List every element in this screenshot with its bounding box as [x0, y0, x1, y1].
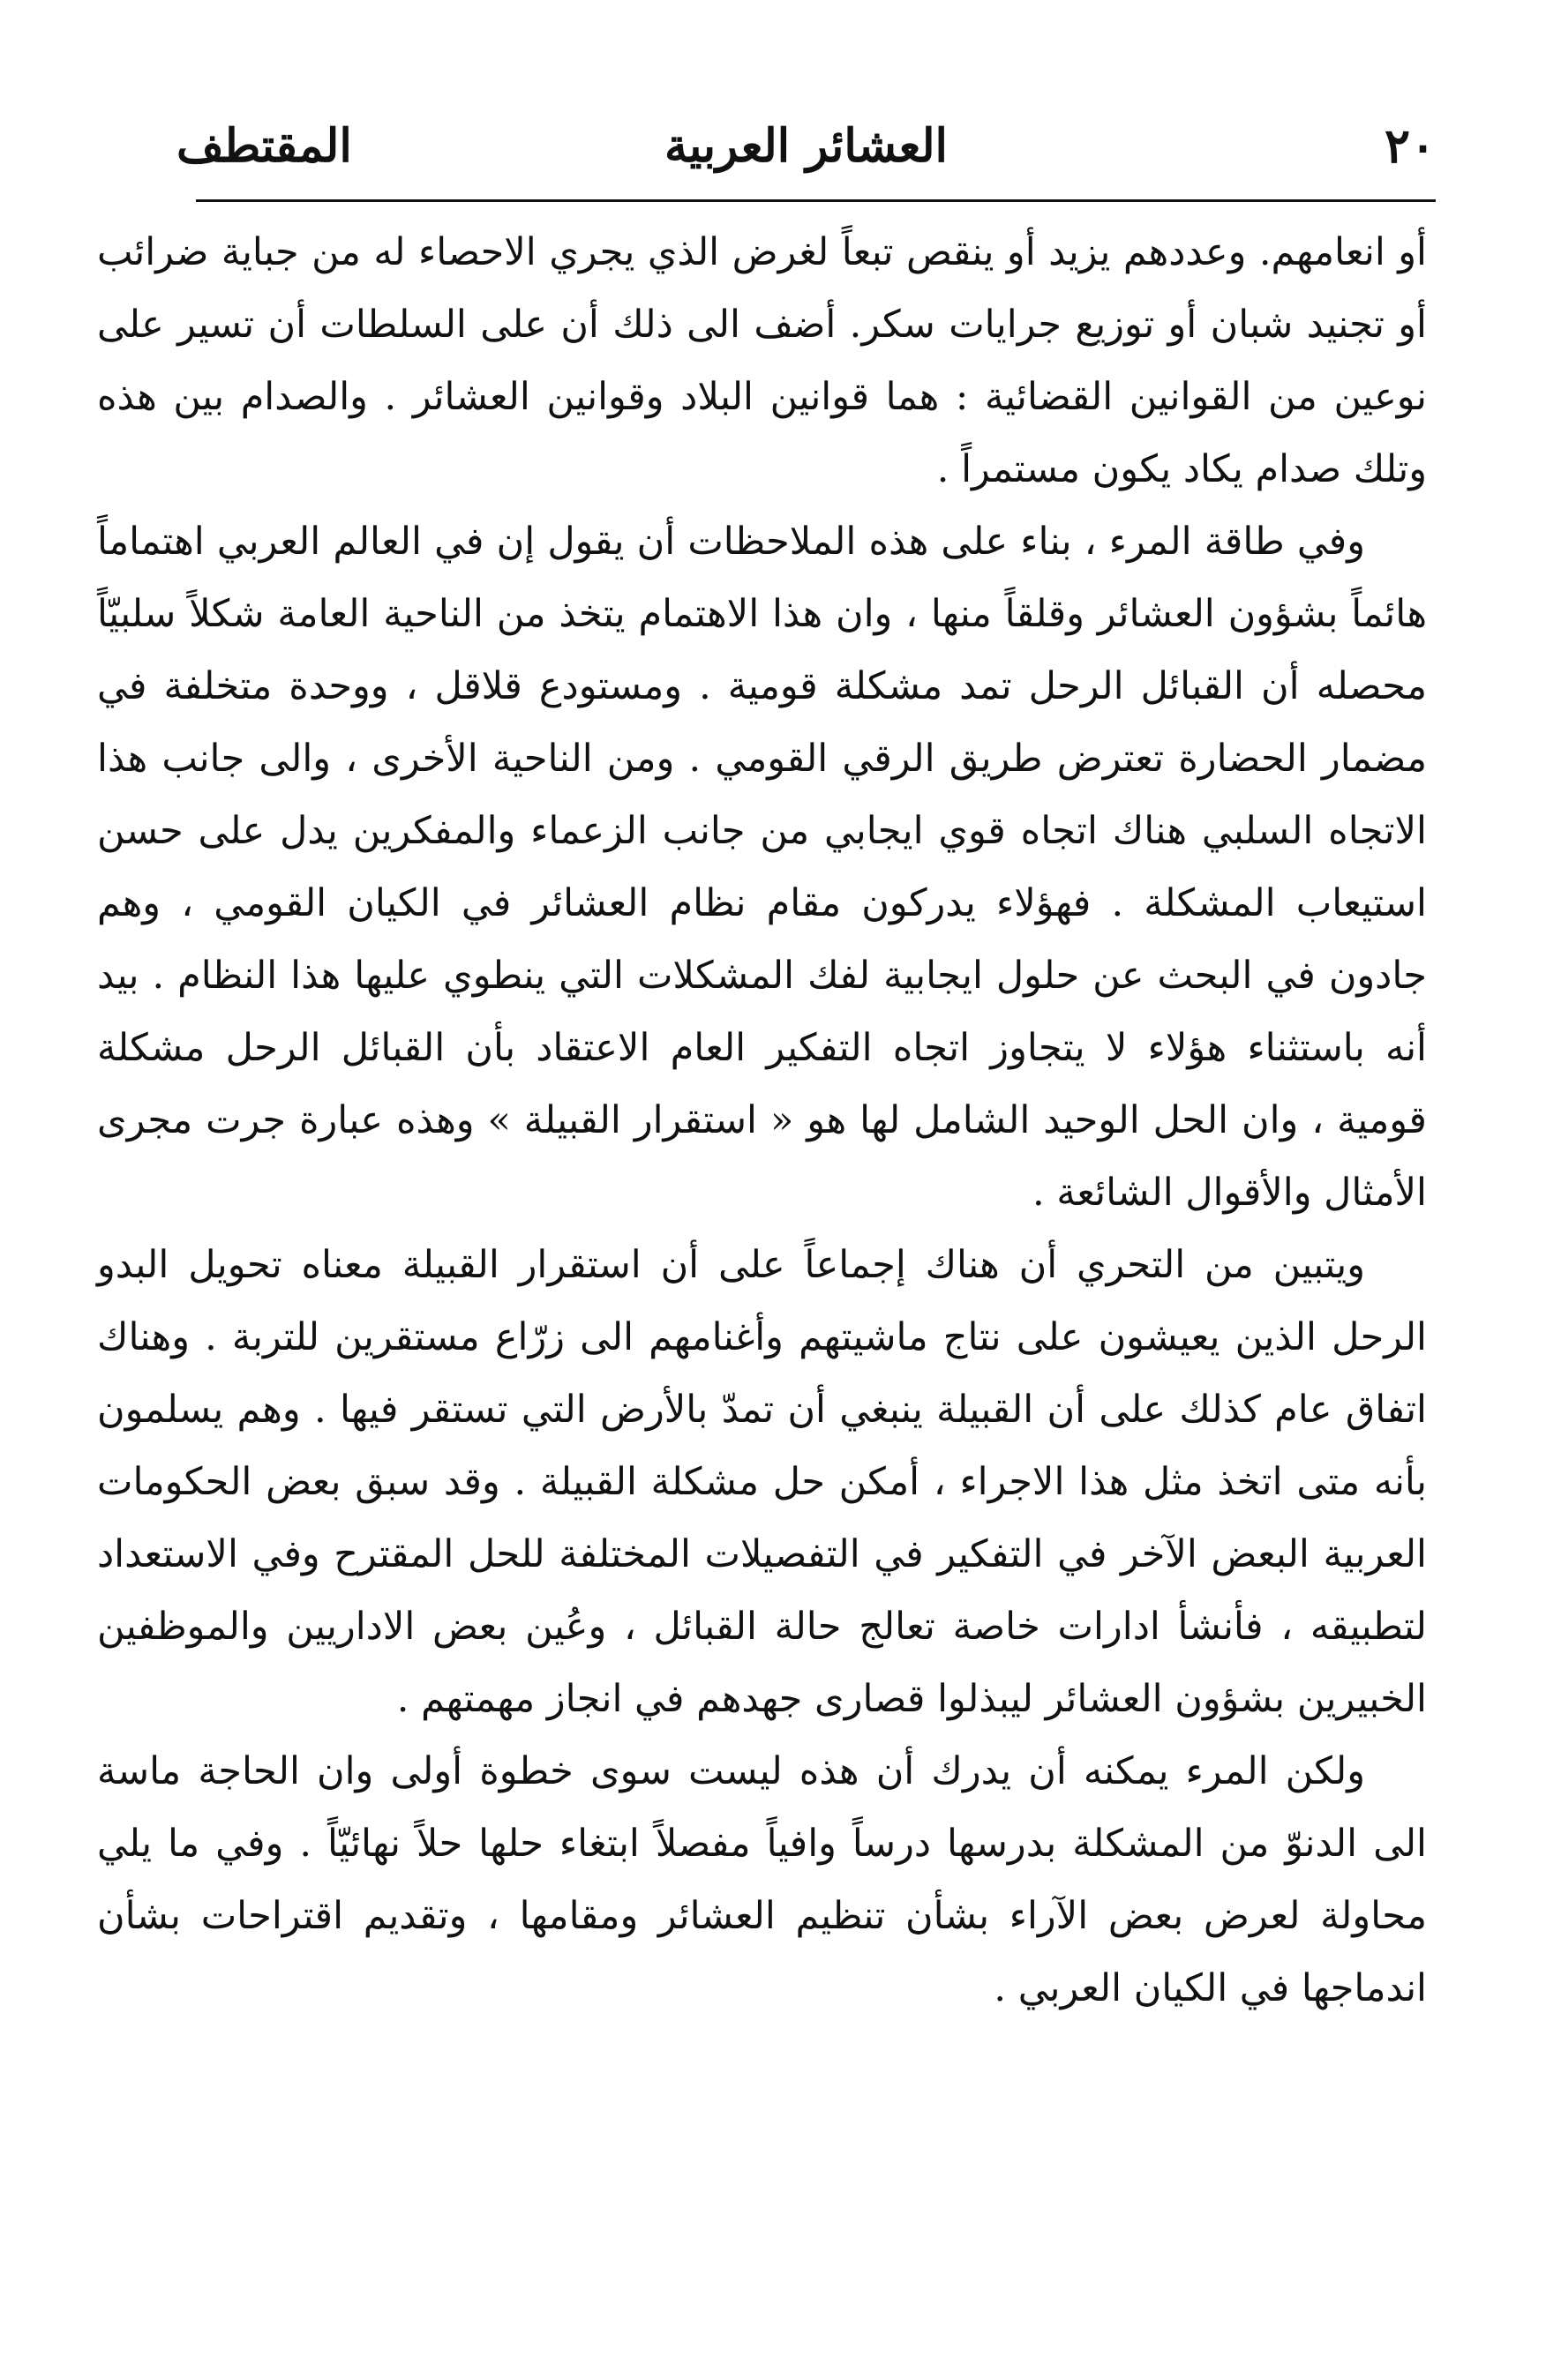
paragraph-1: أو انعامهم. وعددهم يزيد أو ينقص تبعاً لغرض الذي يجري الاحصاء له من جباية ضرائب أو تجنيد شبان أو توزيع جرايات سكر. أضف الى ذلك أن على السلطات أن تسير على نوعين من القوانين القضائية : هما قوانين البلاد وقوانين العشائر . والصدام بين هذه وتلك صدام يكاد يكون مستمراً .: [97, 230, 1427, 491]
header-divider: [196, 199, 1436, 202]
article-body: [97, 216, 1427, 2024]
running-header: [176, 106, 1436, 185]
paragraph-2: وفي طاقة المرء ، بناء على هذه الملاحظات أن يقول إن في العالم العربي اهتماماً هائماً بشؤون العشائر وقلقاً منها ، وان هذا الاهتمام يتخذ من الناحية العامة شكلاً سلبيّاً محصله أن القبائل الرحل تمد مشكلة قومية . ومستودع قلاقل ، ووحدة متخلفة في مضمار الحضارة تعترض طريق الرقي القومي . ومن الناحية الأخرى ، والى جانب هذا الاتجاه السلبي هناك اتجاه قوي ايجابي من جانب الزعماء والمفكرين يدل على حسن استيعاب المشكلة . فهؤلاء يدركون مقام نظام العشائر في الكيان القومي ، وهم جادون في البحث عن حلول ايجابية لفك المشكلات التي ينطوي عليها هذا النظام . بيد أنه باستثناء هؤلاء لا يتجاوز اتجاه التفكير العام الاعتقاد بأن القبائل الرحل مشكلة قومية ، وان الحل الوحيد الشامل لها هو « استقرار القبيلة » وهذه عبارة جرت مجرى الأمثال والأقوال الشائعة .: [97, 520, 1427, 1215]
paragraph-4: ولكن المرء يمكنه أن يدرك أن هذه ليست سوى خطوة أولى وان الحاجة ماسة الى الدنوّ من المشكلة بدرسها درساً وافياً مفصلاً ابتغاء حلها حلاً نهائيّاً . وفي ما يلي محاولة لعرض بعض الآراء بشأن تنظيم العشائر ومقامها ، وتقديم اقتراحات بشأن اندماجها في الكيان العربي .: [97, 1749, 1427, 2010]
page-number: ٢٠: [1384, 117, 1436, 174]
paragraph-3: ويتبين من التحري أن هناك إجماعاً على أن استقرار القبيلة معناه تحويل البدو الرحل الذين يعيشون على نتاج ماشيتهم وأغنامهم الى زرّاع مستقرين للتربة . وهناك اتفاق عام كذلك على أن القبيلة ينبغي أن تمدّ بالأرض التي تستقر فيها . وهم يسلمون بأنه متى اتخذ مثل هذا الاجراء ، أمكن حل مشكلة القبيلة . وقد سبق بعض الحكومات العربية البعض الآخر في التفكير في التفصيلات المختلفة للحل المقترح وفي الاستعداد لتطبيقه ، فأنشأ ادارات خاصة تعالج حالة القبائل ، وعُين بعض الاداريين والموظفين الخبيرين بشؤون العشائر ليبذلوا قصارى جهدهم في انجاز مهمتهم .: [97, 1243, 1427, 1721]
running-title: العشائر العربية: [664, 118, 948, 173]
journal-name: المقتطف: [176, 118, 352, 173]
